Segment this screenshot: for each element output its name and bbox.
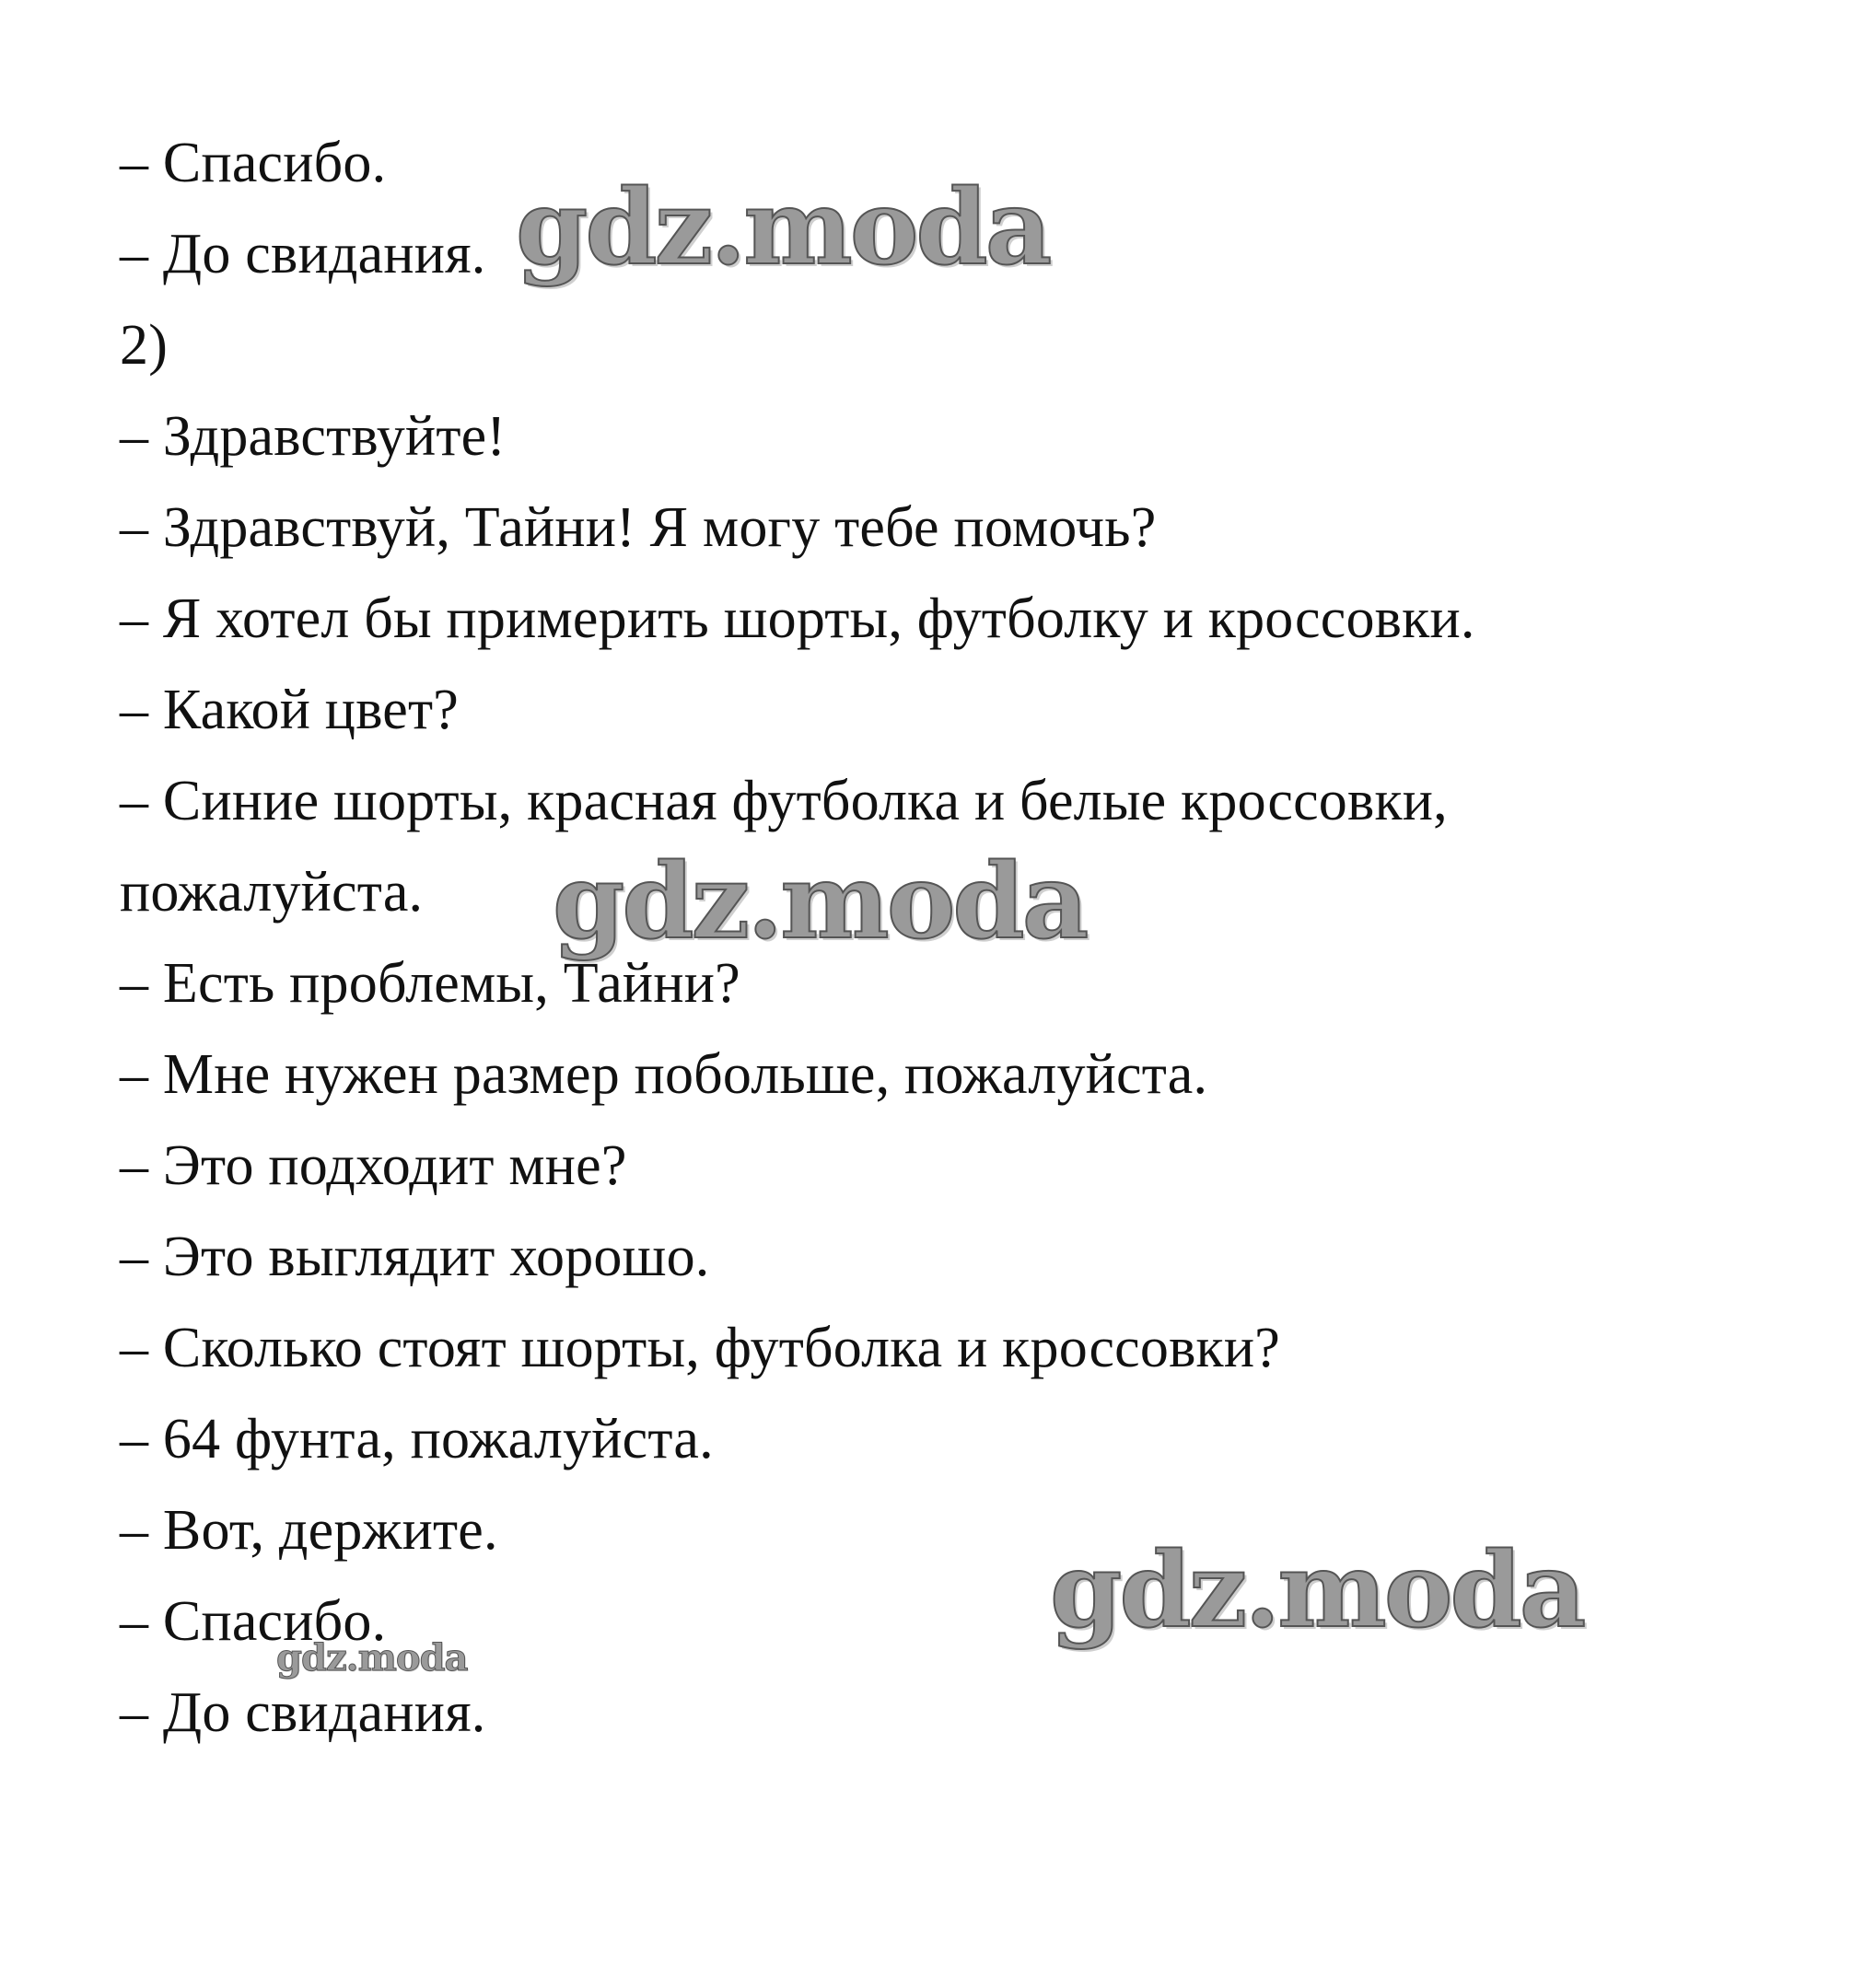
watermark-logo: gdz.moda xyxy=(276,1636,468,1680)
dialogue-line: – Спасибо. xyxy=(120,132,387,194)
dialogue-line: – Сколько стоят шорты, футболка и кроссовки? xyxy=(120,1317,1280,1379)
dialogue-line: – Синие шорты, красная футболка и белые кроссовки, xyxy=(120,770,1448,832)
dialogue-line: – Здравствуй, Тайни! Я могу тебе помочь? xyxy=(120,496,1157,559)
dialogue-line: – До свидания. xyxy=(120,1681,486,1744)
section-number: 2) xyxy=(120,314,169,377)
dialogue-line: – Вот, держите. xyxy=(120,1499,498,1562)
watermark-logo: gdz.moda xyxy=(1050,1530,1584,1651)
watermark-logo: gdz.moda xyxy=(516,168,1050,288)
dialogue-line: – Спасибо. xyxy=(120,1590,387,1653)
dialogue-line: – Это выглядит хорошо. xyxy=(120,1226,710,1288)
dialogue-line: – Здравствуйте! xyxy=(120,405,507,468)
dialogue-line: – Я хотел бы примерить шорты, футболку и кроссовки. xyxy=(120,587,1475,650)
dialogue-line: – Есть проблемы, Тайни? xyxy=(120,952,740,1015)
dialogue-line: пожалуйста. xyxy=(120,861,424,924)
dialogue-line: – 64 фунта, пожалуйста. xyxy=(120,1408,714,1470)
watermark-logo: gdz.moda xyxy=(553,842,1087,962)
dialogue-line: – Это подходит мне? xyxy=(120,1134,627,1197)
dialogue-line: – До свидания. xyxy=(120,223,486,285)
dialogue-line: – Какой цвет? xyxy=(120,679,460,741)
dialogue-line: – Мне нужен размер побольше, пожалуйста. xyxy=(120,1043,1208,1106)
